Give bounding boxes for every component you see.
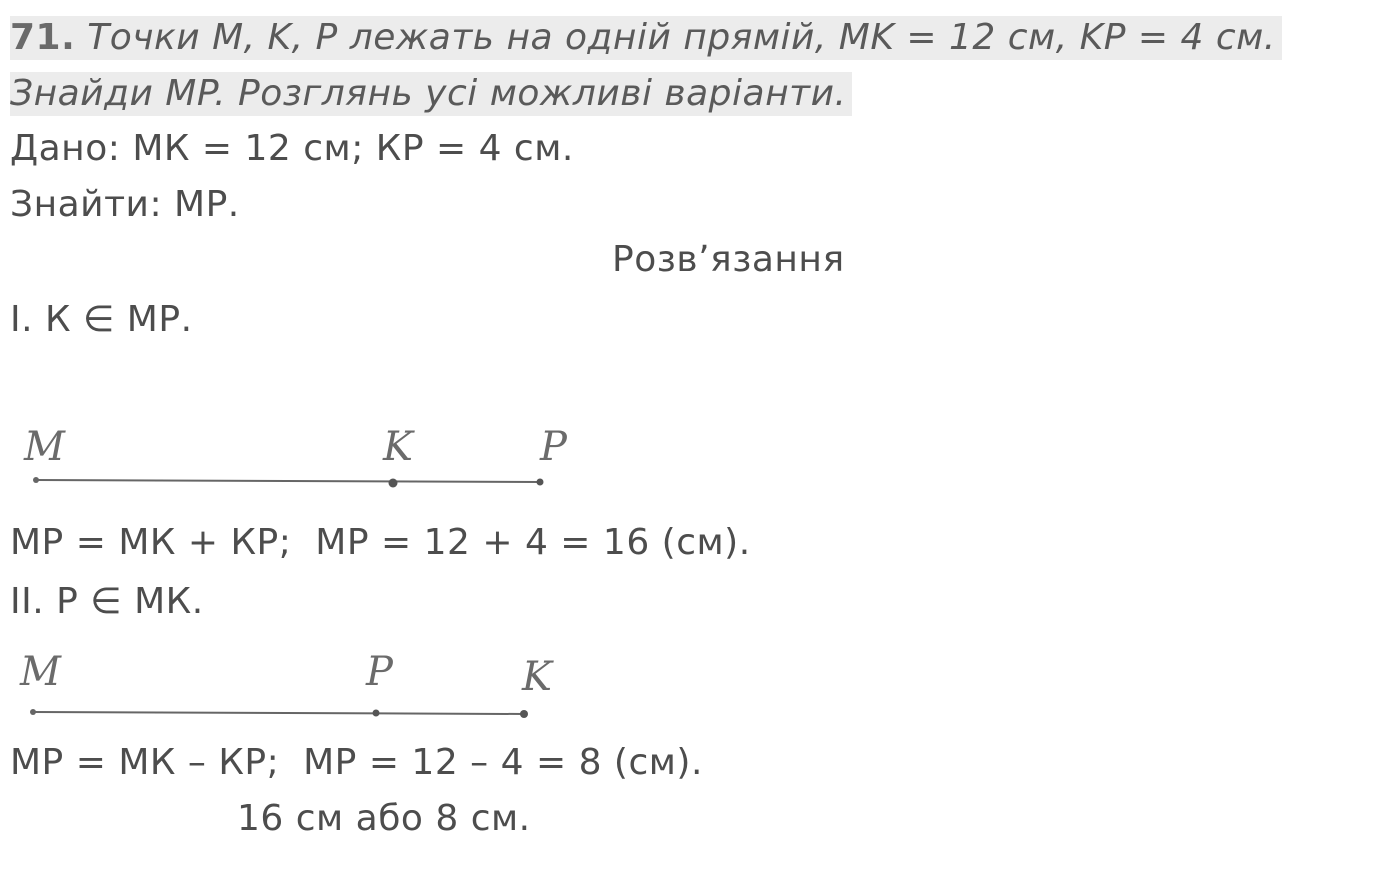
- case2-label: II. Р ∈ МК.: [10, 581, 204, 622]
- case1-label: I. К ∈ МР.: [10, 299, 193, 340]
- case2-point-k: [520, 710, 528, 718]
- case1-formula: МР = МК + КР; МР = 12 + 4 = 16 (см).: [10, 522, 751, 563]
- case1-point-m: [33, 477, 39, 483]
- solution-heading: Розв’язання: [612, 239, 845, 280]
- problem-text-1: Точки M, K, P лежать на одній прямій, MK = 12 см, KP = 4 см.: [75, 17, 1276, 58]
- case2-point-p: [373, 710, 380, 717]
- find-line: Знайти: МР.: [10, 184, 240, 225]
- case1-point-m-label: M: [24, 424, 65, 470]
- case2-point-p-label: P: [366, 649, 393, 695]
- case1-point-k: [389, 479, 398, 488]
- case2-point-m: [30, 709, 36, 715]
- case1-point-k-label: K: [383, 424, 413, 470]
- given-line: Дано: МК = 12 см; КР = 4 см.: [10, 128, 574, 169]
- problem-number: 71.: [10, 17, 76, 58]
- problem-statement-line-2: Знайди MP. Розглянь усі можливі варіанти.: [10, 72, 852, 116]
- case2-segment-line: [33, 712, 524, 714]
- problem-statement-line-1: [10, 16, 1282, 60]
- case2-formula: МР = МК – КР; МР = 12 – 4 = 8 (см).: [10, 742, 703, 783]
- answer-line: 16 см або 8 см.: [237, 798, 531, 839]
- case1-segment-line: [36, 480, 540, 482]
- case2-point-m-label: M: [20, 649, 61, 695]
- case1-point-p: [537, 479, 544, 486]
- case2-point-k-label: K: [522, 654, 552, 700]
- case1-point-p-label: P: [540, 424, 567, 470]
